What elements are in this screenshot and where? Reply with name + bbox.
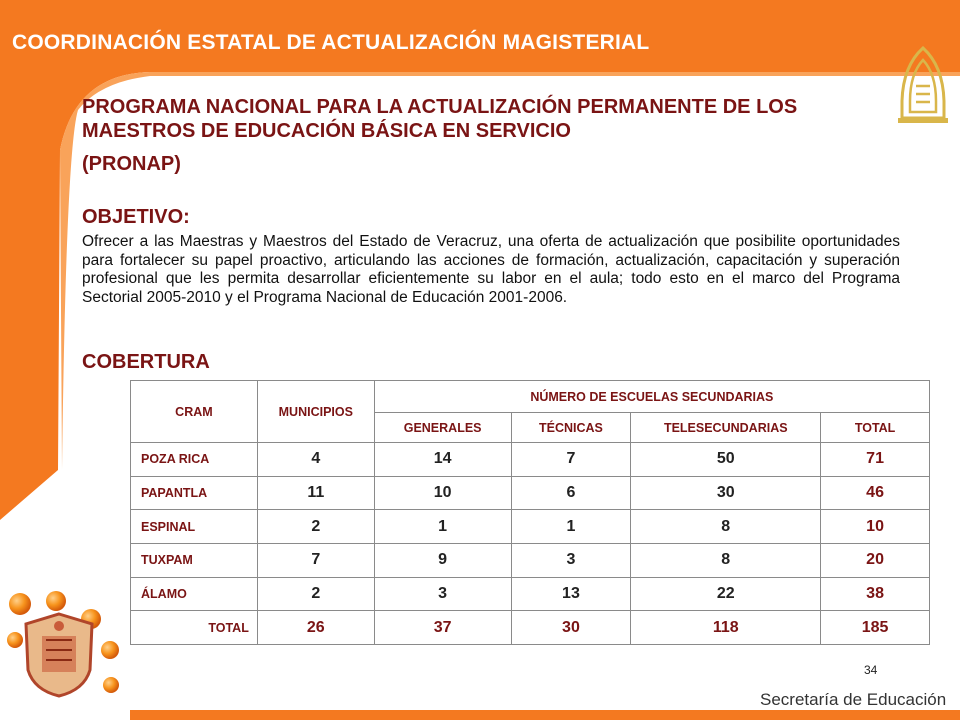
cell-tecnicas: 3 [511, 543, 631, 577]
coverage-heading: COBERTURA [82, 351, 210, 373]
header-group: NÚMERO DE ESCUELAS SECUNDARIAS [374, 381, 929, 413]
cram-name: POZA RICA [131, 443, 258, 477]
cell-generales: 14 [374, 443, 511, 477]
cell-telesecundarias: 50 [631, 443, 821, 477]
table-row [131, 577, 930, 611]
decor-dot [46, 591, 66, 611]
cell-tecnicas: 6 [511, 476, 631, 510]
objective-heading: OBJETIVO: [82, 206, 190, 228]
cell-total: 38 [821, 577, 930, 611]
cell-generales: 3 [374, 577, 511, 611]
cell-tecnicas: 1 [511, 510, 631, 544]
total-telesecundarias: 118 [631, 611, 821, 645]
cell-municipios: 2 [257, 577, 374, 611]
decor-dot [103, 677, 119, 693]
coverage-table [130, 380, 930, 645]
header-tecnicas: TÉCNICAS [511, 413, 631, 443]
decor-dot [101, 641, 119, 659]
cell-generales: 10 [374, 476, 511, 510]
cell-total: 71 [821, 443, 930, 477]
total-tecnicas: 30 [511, 611, 631, 645]
header-generales: GENERALES [374, 413, 511, 443]
cram-name: TUXPAM [131, 543, 258, 577]
cram-name: ÁLAMO [131, 577, 258, 611]
cell-total: 20 [821, 543, 930, 577]
total-generales: 37 [374, 611, 511, 645]
table-row [131, 543, 930, 577]
cell-telesecundarias: 22 [631, 577, 821, 611]
header-telesecundarias: TELESECUNDARIAS [631, 413, 821, 443]
cell-total: 10 [821, 510, 930, 544]
cell-municipios: 2 [257, 510, 374, 544]
program-title: PROGRAMA NACIONAL PARA LA ACTUALIZACIÓN PERMANENTE DE LOS MAESTROS DE EDUCACIÓN BÁSICA EN SERVICIO [82, 96, 798, 142]
page-number: 34 [864, 663, 878, 677]
cram-name: ESPINAL [131, 510, 258, 544]
cell-tecnicas: 13 [511, 577, 631, 611]
cell-municipios: 11 [257, 476, 374, 510]
cell-telesecundarias: 8 [631, 510, 821, 544]
footer-brand: Secretaría de Educación [760, 690, 947, 709]
cell-municipios: 7 [257, 543, 374, 577]
total-municipios: 26 [257, 611, 374, 645]
header-municipios: MUNICIPIOS [257, 381, 374, 443]
header-cram: CRAM [131, 381, 258, 443]
total-total: 185 [821, 611, 930, 645]
totals-row [131, 611, 930, 645]
institution-logo-icon [898, 46, 948, 124]
cell-generales: 1 [374, 510, 511, 544]
cell-municipios: 4 [257, 443, 374, 477]
header-total: TOTAL [821, 413, 930, 443]
cell-generales: 9 [374, 543, 511, 577]
cell-telesecundarias: 8 [631, 543, 821, 577]
cram-name: PAPANTLA [131, 476, 258, 510]
totals-label: TOTAL [131, 611, 258, 645]
table-row [131, 476, 930, 510]
state-seal-icon [18, 610, 100, 700]
table-row [131, 510, 930, 544]
table-row [131, 443, 930, 477]
cell-total: 46 [821, 476, 930, 510]
cell-tecnicas: 7 [511, 443, 631, 477]
cell-telesecundarias: 30 [631, 476, 821, 510]
objective-text: Ofrecer a las Maestras y Maestros del Estado de Veracruz, una oferta de actualización que posibilite oportunidades para fortalecer su papel proactivo, articulando las acciones de formación, actualización, capacitación y superación profesional que les permita desarrollar eficientemente su labor en el aula; todo esto en el marco del Programa Sectorial 2005-2010 y el Programa Nacional de Educación 2001-2006. [82, 233, 900, 306]
program-abbreviation: (PRONAP) [82, 153, 181, 175]
header-title: COORDINACIÓN ESTATAL DE ACTUALIZACIÓN MAGISTERIAL [12, 31, 650, 54]
